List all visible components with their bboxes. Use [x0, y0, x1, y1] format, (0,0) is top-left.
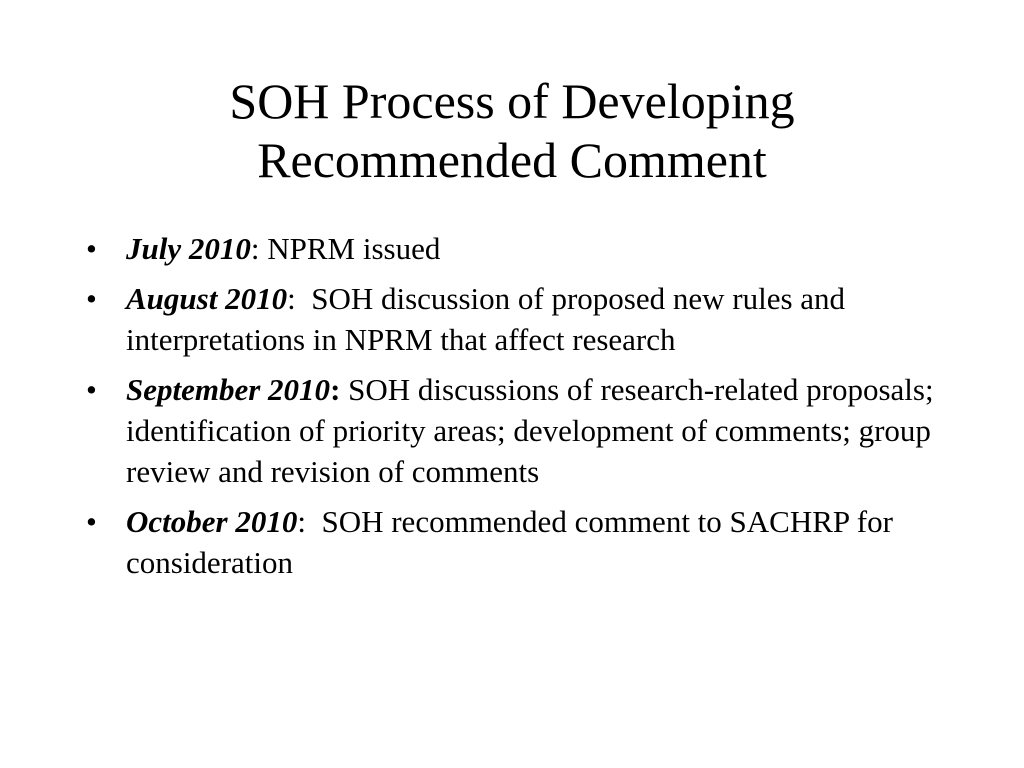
bullet-item-october-2010	[86, 501, 946, 583]
timeline-bullet-list	[86, 228, 946, 592]
bullet-separator: :	[297, 504, 306, 539]
bullet-icon: •	[86, 504, 97, 539]
bullet-separator: :	[287, 281, 296, 316]
bullet-text: SOH recommended comment to SACHRP for consideration	[126, 504, 901, 580]
bullet-item-august-2010	[86, 278, 946, 360]
bullet-text: SOH discussion of proposed new rules and interpretations in NPRM that affect research	[126, 281, 853, 357]
bullet-icon: •	[86, 372, 97, 407]
bullet-icon: •	[86, 281, 97, 316]
bullet-date: October 2010	[126, 504, 298, 539]
slide-title	[60, 72, 964, 190]
title-line-1: SOH Process of Developing	[229, 73, 795, 129]
bullet-icon: •	[86, 231, 97, 266]
bullet-date: September 2010	[126, 372, 331, 407]
bullet-text: SOH discussions of research-related proposals; identification of priority areas; development of comments; group review and revision of comments	[126, 372, 942, 489]
bullet-item-september-2010	[86, 369, 946, 492]
bullet-separator: :	[250, 231, 260, 266]
bullet-date: August 2010	[126, 281, 288, 316]
bullet-text: NPRM issued	[259, 231, 441, 266]
bullet-date: July 2010	[126, 231, 251, 266]
bullet-separator: :	[330, 372, 341, 407]
title-line-2: Recommended Comment	[257, 132, 767, 188]
bullet-item-july-2010	[86, 228, 946, 269]
